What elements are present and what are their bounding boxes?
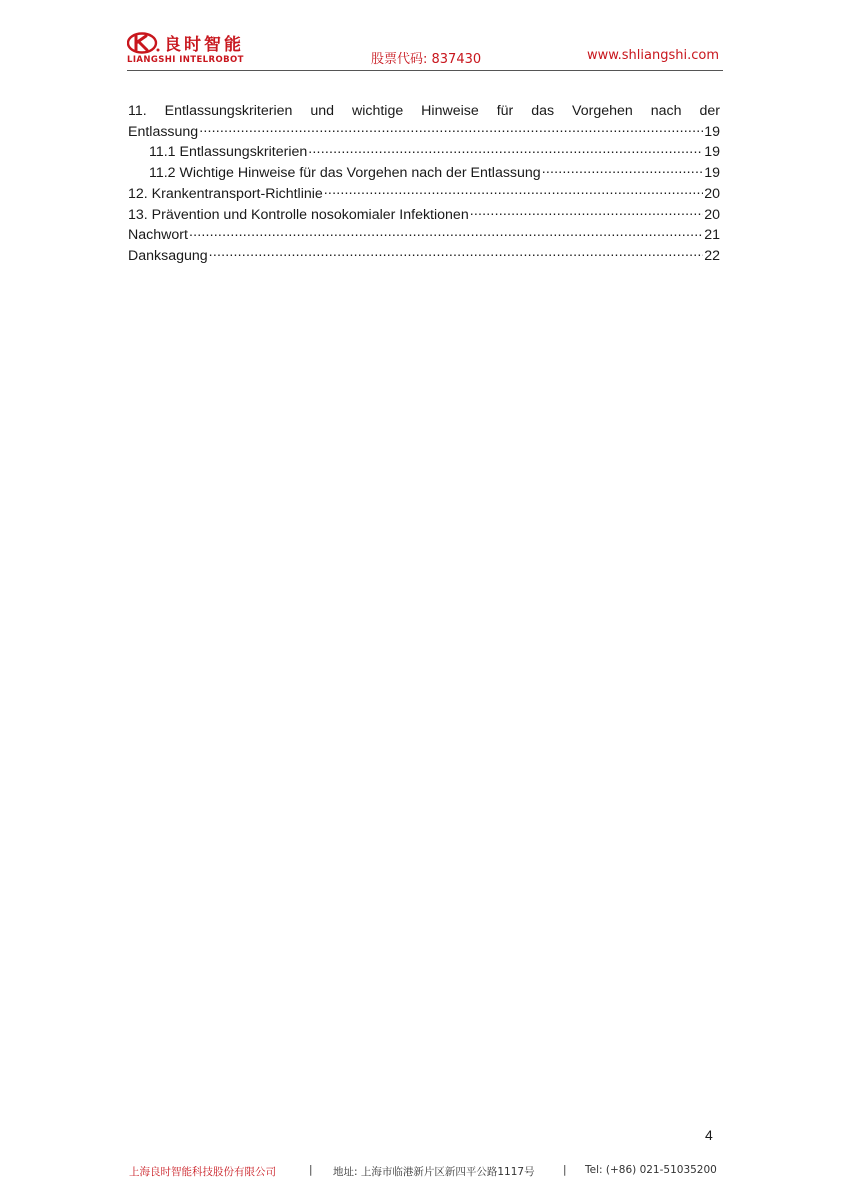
page-footer xyxy=(129,1164,719,1180)
toc-dot-leader xyxy=(470,205,704,219)
footer-separator: | xyxy=(563,1164,567,1176)
toc-dot-leader xyxy=(324,184,703,198)
toc-entry-12[interactable] xyxy=(128,184,720,205)
toc-entry-13[interactable] xyxy=(128,205,720,226)
toc-dot-leader xyxy=(542,163,704,177)
page-number: 4 xyxy=(705,1127,713,1143)
footer-address: 地址: 上海市临港新片区新四平公路1117号 xyxy=(333,1166,535,1178)
toc-dot-leader xyxy=(199,122,703,136)
logo-chinese-name: 良时智能 xyxy=(164,35,244,55)
toc-entry-title: Entlassung xyxy=(128,123,199,140)
toc-entry-11-2[interactable] xyxy=(128,163,720,184)
website-url: www.shliangshi.com xyxy=(586,48,719,63)
toc-entry-title: 11.2 Wichtige Hinweise für das Vorgehen nach der Entlassung xyxy=(149,165,541,182)
toc-entry-page: 19 xyxy=(704,165,720,182)
toc-entry-page: 21 xyxy=(704,227,720,244)
page-header xyxy=(127,28,723,72)
footer-company: 上海良时智能科技股份有限公司 xyxy=(129,1166,276,1178)
toc-entry-title: Nachwort xyxy=(128,227,188,244)
toc-entry-nachwort[interactable] xyxy=(128,225,720,246)
toc-entry-11[interactable] xyxy=(128,122,720,143)
toc-dot-leader xyxy=(189,225,703,239)
toc-entry-page: 20 xyxy=(704,185,720,202)
toc-entry-page: 20 xyxy=(704,206,720,223)
toc-entry-11-1[interactable] xyxy=(128,142,720,163)
toc-entry-page: 19 xyxy=(704,123,720,140)
footer-telephone: Tel: (+86) 021-51035200 xyxy=(585,1164,717,1176)
toc-dot-leader xyxy=(308,142,703,156)
company-logo xyxy=(127,28,267,68)
logo-english-name: LIANGSHI INTELROBOT xyxy=(127,55,244,65)
toc-entry-title: Danksagung xyxy=(128,247,208,264)
toc-entry-danksagung[interactable] xyxy=(128,246,720,267)
header-divider xyxy=(127,70,723,71)
toc-entry-page: 22 xyxy=(704,247,720,264)
toc-entry-page: 19 xyxy=(704,144,720,161)
toc-entry-11-title-line: 11. Entlassungskriterien und wichtige Hinweise für das Vorgehen nach der xyxy=(128,103,720,119)
footer-separator: | xyxy=(309,1164,313,1176)
toc-entry-title: 12. Krankentransport-Richtlinie xyxy=(128,185,323,202)
toc-dot-leader xyxy=(209,246,704,260)
toc-entry-title: 13. Prävention und Kontrolle nosokomialer Infektionen xyxy=(128,206,469,223)
toc-entry-title: 11.1 Entlassungskriterien xyxy=(149,144,308,161)
logo-k-icon xyxy=(127,32,161,54)
stock-code: 股票代码: 837430 xyxy=(371,52,482,67)
table-of-contents xyxy=(128,101,720,267)
